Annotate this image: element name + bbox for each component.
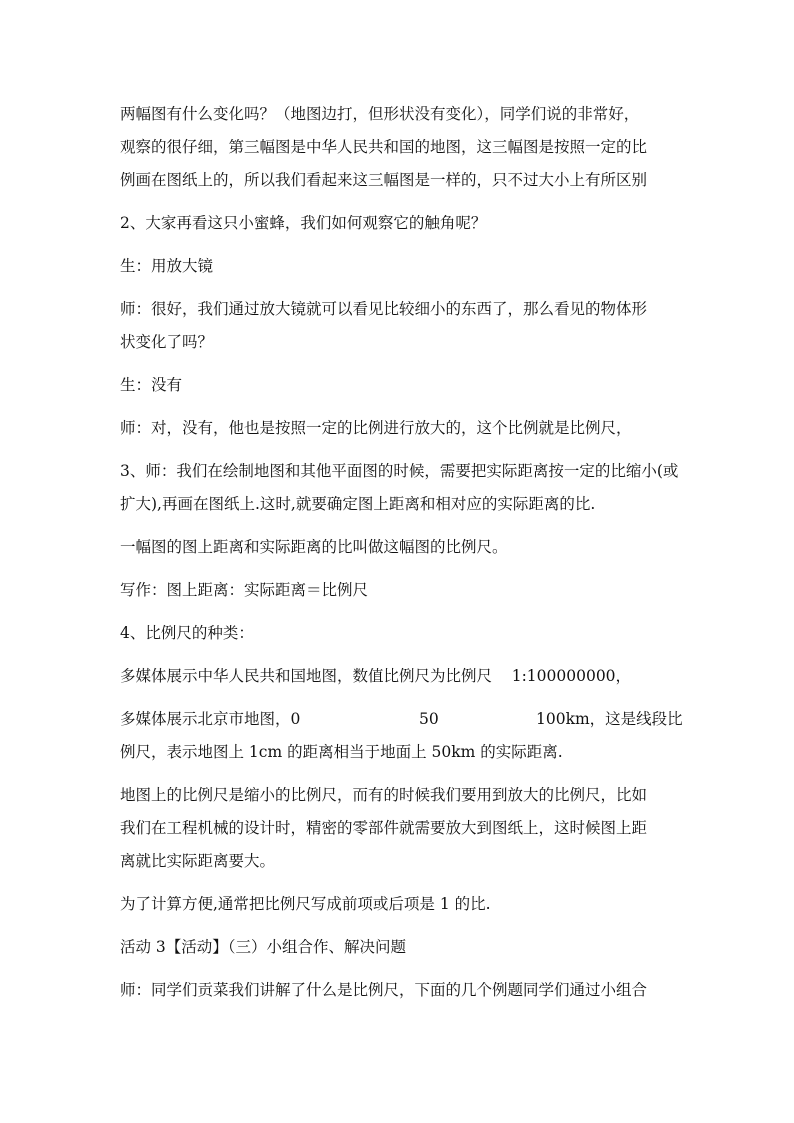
paragraph-numeric-scale — [120, 660, 680, 693]
paragraph-activity-3 — [120, 931, 680, 964]
paragraph-student-magnifier — [120, 250, 680, 283]
paragraph-teacher-magnifier — [120, 293, 680, 359]
paragraph-teacher-scale — [120, 412, 680, 445]
line-scale-prefix: 多媒体展示北京市地图，0 — [120, 710, 301, 728]
text-line: 多媒体展示中华人民共和国地图，数值比例尺为比例尺 1:100000000， — [120, 667, 632, 685]
paragraph-group-work — [120, 974, 680, 1007]
text-line: 离就比实际距离要大。 — [120, 852, 276, 870]
text-line: 例尺，表示地图上 1cm 的距离相当于地面上 50km 的实际距离. — [120, 743, 563, 761]
paragraph-bee-question — [120, 207, 680, 240]
paragraph-student-no — [120, 369, 680, 402]
paragraph-scale-definition — [120, 531, 680, 564]
text-line: 师：很好，我们通过放大镜就可以看见比较细小的东西了，那么看见的物体形 — [120, 300, 648, 318]
text-line: 两幅图有什么变化吗？（地图边打，但形状没有变化），同学们说的非常好， — [120, 105, 640, 123]
paragraph-line-scale — [120, 703, 683, 769]
text-line: 写作：图上距离：实际距离＝比例尺 — [120, 581, 369, 599]
text-line: 地图上的比例尺是缩小的比例尺，而有的时候我们要用到放大的比例尺，比如 — [120, 786, 648, 804]
section-heading: 活动 3【活动】（三）小组合作、解决问题 — [120, 938, 407, 956]
line-scale-mark-50: 50 — [419, 710, 439, 728]
text-line: 扩大),再画在图纸上.这时,就要确定图上距离和相对应的实际距离的比. — [120, 495, 596, 513]
text-line: 4、比例尺的种类： — [120, 624, 254, 642]
text-line: 生：没有 — [120, 376, 183, 394]
document-page — [120, 98, 683, 1017]
text-line: 我们在工程机械的设计时，精密的零部件就需要放大到图纸上，这时候图上距 — [120, 819, 648, 837]
text-line: 一幅图的图上距离和实际距离的比叫做这幅图的比例尺。 — [120, 538, 508, 556]
paragraph-map-comparison — [120, 98, 680, 197]
paragraph-scale-formula — [120, 574, 680, 607]
text-line: 为了计算方便,通常把比例尺写成前项或后项是 1 的比. — [120, 895, 491, 913]
text-line: 师：对，没有，他也是按照一定的比例进行放大的，这个比例就是比例尺， — [120, 419, 632, 437]
text-line: 观察的很仔细，第三幅图是中华人民共和国的地图，这三幅图是按照一定的比 — [120, 138, 648, 156]
text-line: 例画在图纸上的，所以我们看起来这三幅图是一样的，只不过大小上有所区别 — [120, 171, 648, 189]
text-line: 3、师：我们在绘制地图和其他平面图的时候，需要把实际距离按一定的比缩小(或 — [120, 462, 679, 480]
line-scale-suffix: 100km，这是线段比 — [536, 710, 683, 728]
paragraph-drawing-maps — [120, 455, 680, 521]
paragraph-calc-convenience — [120, 888, 680, 921]
text-line: 生：用放大镜 — [120, 257, 214, 275]
paragraph-enlarge-scale — [120, 779, 680, 878]
text-line: 师：同学们贡菜我们讲解了什么是比例尺，下面的几个例题同学们通过小组合 — [120, 981, 648, 999]
paragraph-scale-types — [120, 617, 680, 650]
text-line: 2、大家再看这只小蜜蜂，我们如何观察它的触角呢？ — [120, 214, 487, 232]
line-scale-row — [120, 703, 683, 736]
text-line: 状变化了吗？ — [120, 333, 214, 351]
